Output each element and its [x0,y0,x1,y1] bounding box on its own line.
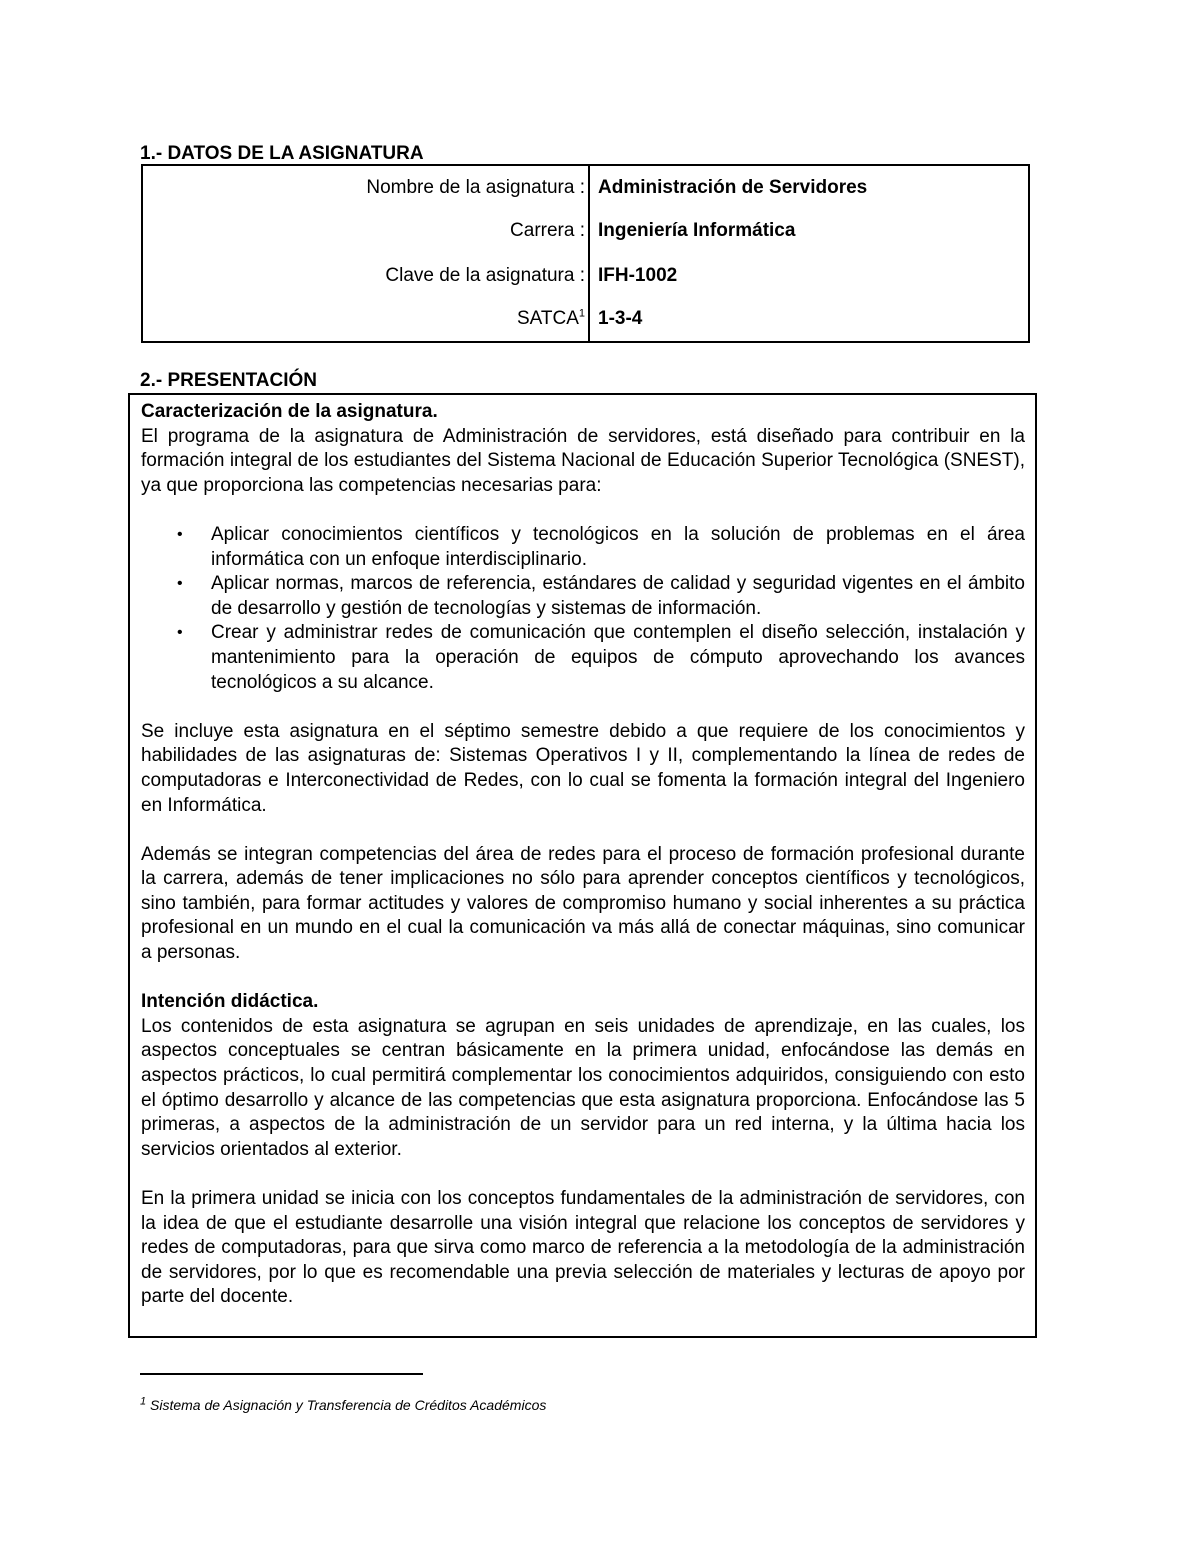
footnote-separator [140,1373,423,1375]
list-item-text: Aplicar conocimientos científicos y tecnológicos en la solución de problemas en el área informática con un enfoque interdisciplinario. [211,523,1025,570]
bullet-icon: • [177,575,183,593]
bullet-icon: • [177,624,183,642]
characterization-heading: Caracterización de la asignatura. [141,401,438,422]
satca-value: 1-3-4 [598,308,643,330]
list-item [141,621,1025,695]
list-item [141,523,1025,572]
footnote-text: Sistema de Asignación y Transferencia de Créditos Académicos [146,1397,547,1413]
table-row [142,165,1029,209]
first-unit-paragraph: En la primera unidad se inicia con los conceptos fundamentales de la administración de servidores, con la idea de que el estudiante desarrolle una visión integral que relacione los conceptos de servidores y redes de computadoras, para que sirva como marco de referencia a la metodología de la administración de servidores, por lo que es recomendable una previa selección de materiales y lecturas de apoyo por parte del docente. [141,1188,1025,1308]
semester-paragraph: Se incluye esta asignatura en el séptimo semestre debido a que requiere de los conocimientos y habilidades de las asignaturas de: Sistemas Operativos I y II, complementando la línea de redes de computadoras e Interconectividad de Redes, con lo cual se fomenta la formación integral del Ingeniero en Informática. [141,720,1025,816]
subject-key-value: IFH-1002 [598,264,678,286]
competencies-list [141,523,1025,695]
didactic-intent-heading: Intención didáctica. [141,991,319,1013]
list-item-text: Aplicar normas, marcos de referencia, estándares de calidad y seguridad vigentes en el ámbito de desarrollo y gestión de tecnologías y sistemas de información. [211,573,1025,619]
subject-key-label: Clave de la asignatura : [142,254,589,298]
career-label: Carrera : [142,209,589,253]
section1-title: 1.- DATOS DE LA ASIGNATURA [140,143,424,164]
career-value: Ingeniería Informática [598,220,796,242]
bullet-icon: • [177,525,183,543]
footnote-ref: 1 [578,308,585,321]
intro-paragraph: El programa de la asignatura de Administración de servidores, está diseñado para contribuir en la formación integral de los estudiantes del Sistema Nacional de Educación Superior Tecnológica (SNEST), ya que proporciona las competencias necesarias para: [141,425,1025,496]
subject-name-value: Administración de Servidores [598,176,868,198]
table-row [142,254,1029,298]
subject-name-label: Nombre de la asignatura : [142,165,589,209]
presentation-box [128,393,1037,1338]
footnote [140,1396,546,1414]
competencies-paragraph: Además se integran competencias del área de redes para el proceso de formación profesional durante la carrera, además de tener implicaciones no sólo para aprender conceptos científicos y tecnológicos, sino también, para formar actitudes y valores de compromiso humano y social inherentes a su práctica profesional en un mundo en el cual la comunicación va más allá de conectar máquinas, sino comunicar a personas. [141,843,1025,964]
satca-label: SATCA [516,308,579,330]
subject-data-table [141,164,1030,343]
footnote-marker: 1 [140,1395,147,1408]
list-item-text: Crear y administrar redes de comunicación que contemplen el diseño selección, instalación y mantenimiento para la operación de equipos de cómputo aprovechando los avances tecnológicos a su alcance. [211,622,1025,693]
table-row [142,209,1029,253]
table-row [142,298,1029,342]
list-item [141,572,1025,621]
units-paragraph: Los contenidos de esta asignatura se agrupan en seis unidades de aprendizaje, en las cuales, los aspectos conceptuales se centran básicamente en la primera unidad, enfocándose las demás en aspectos prácticos, lo cual permitirá complementar los conocimientos adquiridos, consiguiendo con esto el óptimo desarrollo y alcance de las competencias que esta asignatura proporciona. Enfocándose las 5 primeras, a aspectos de la administración de un servidor para un red interna, y la última hacia los servicios orientados al exterior. [141,1015,1025,1160]
satca-label-cell [142,298,589,342]
section2-title: 2.- PRESENTACIÓN [140,370,318,391]
